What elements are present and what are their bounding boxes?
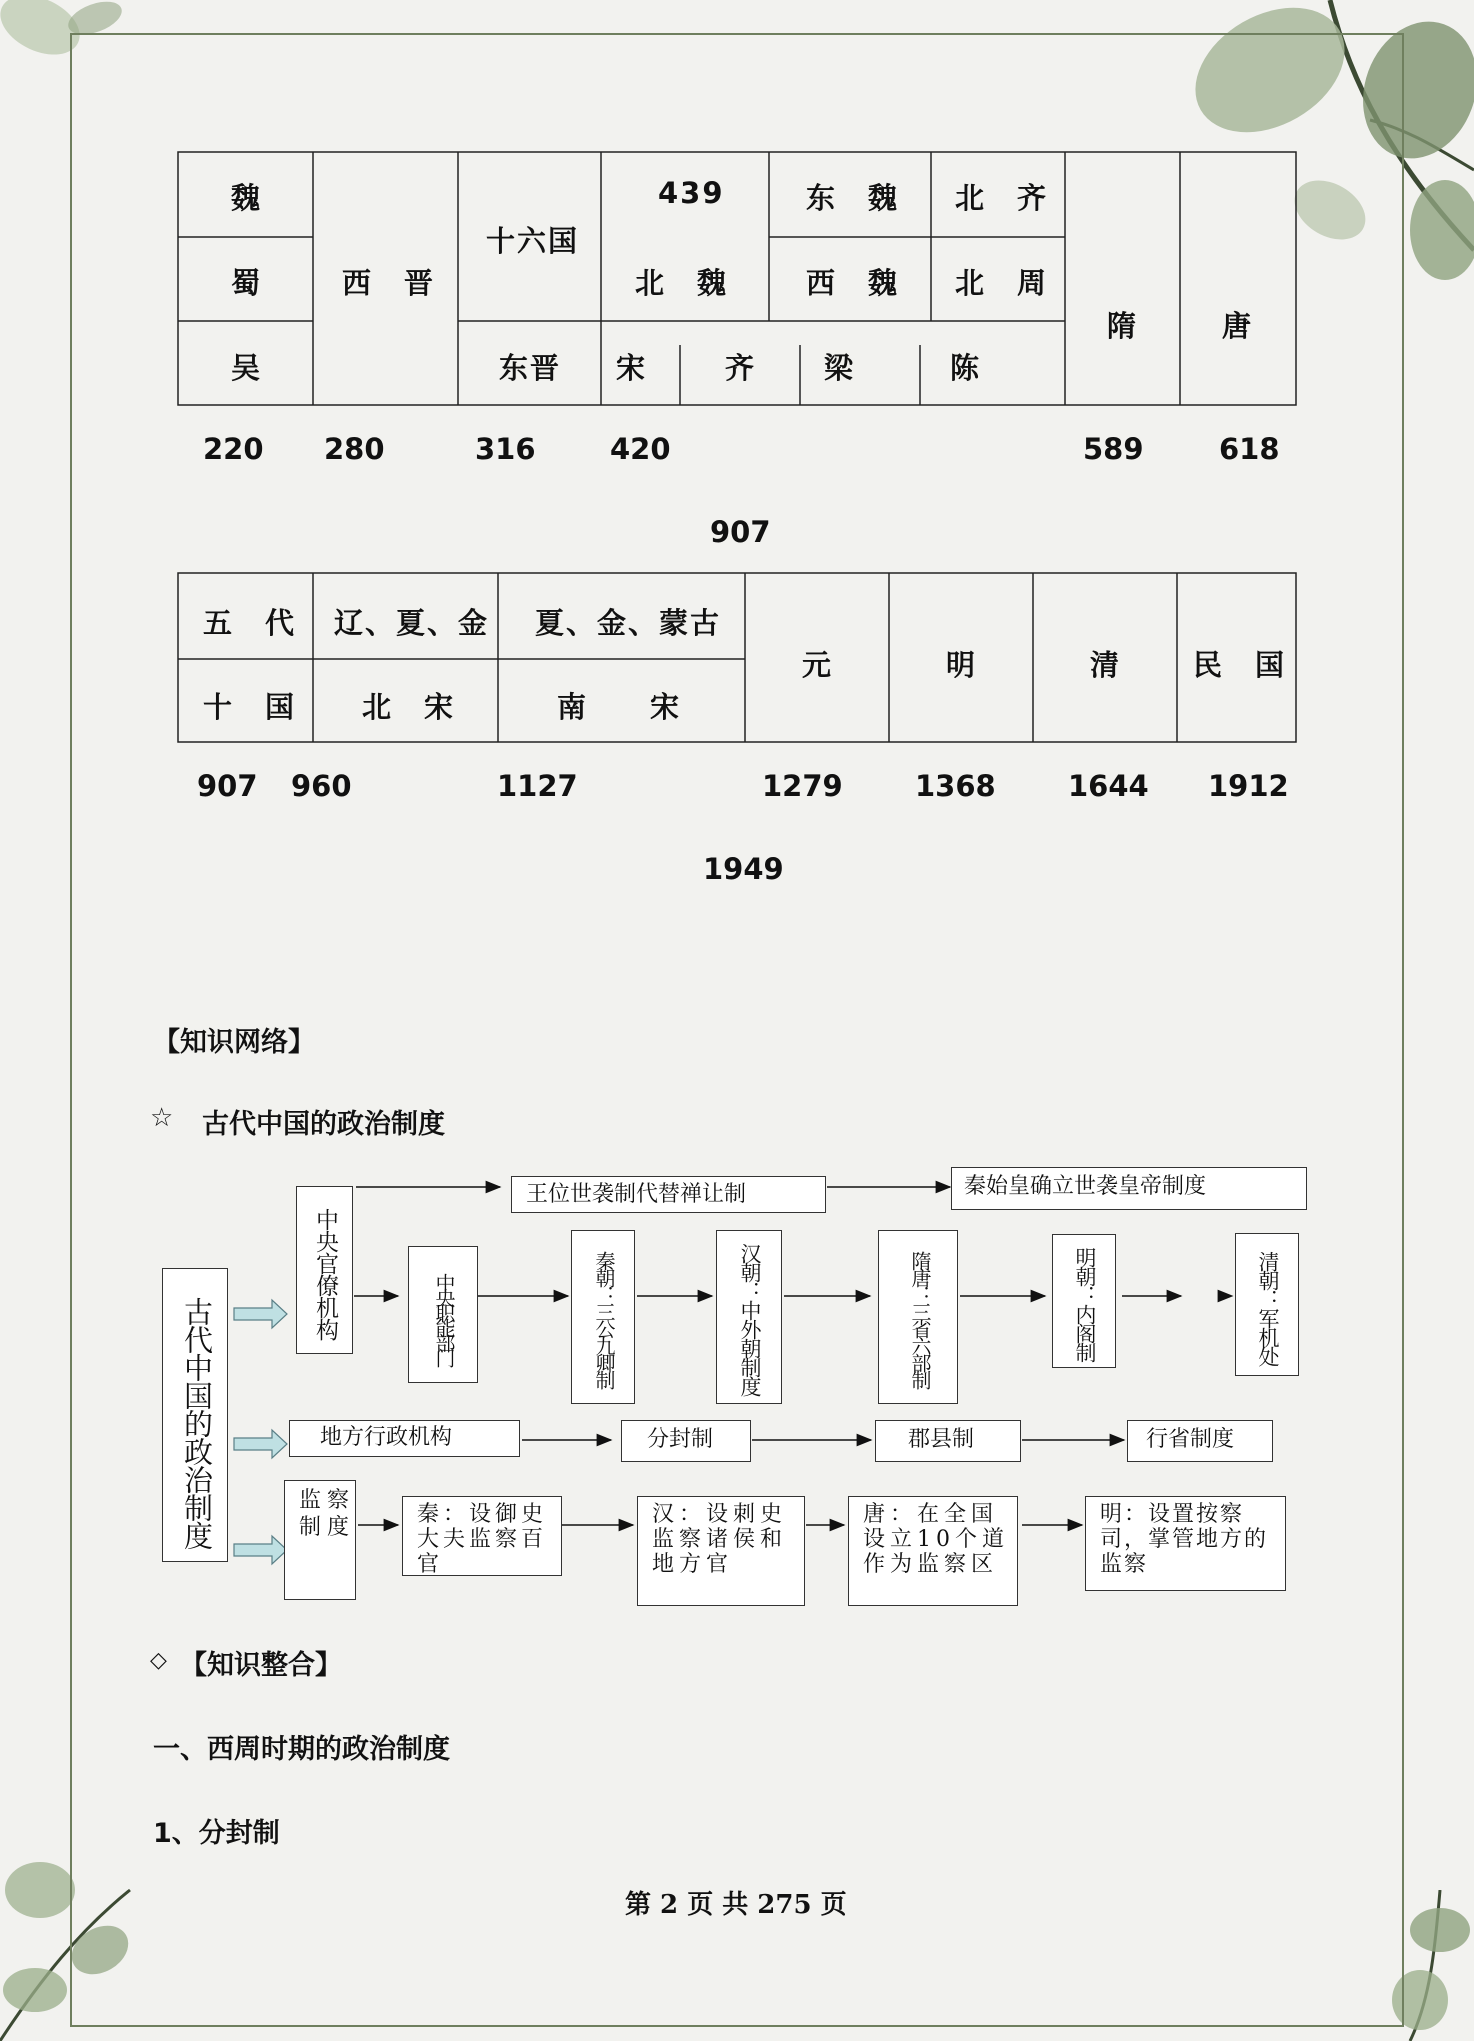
cell-beiwei: 北 魏 — [635, 266, 729, 300]
flow-supervision-box: 监察制度 — [284, 1480, 356, 1600]
flow-local-box: 地方行政机构 — [289, 1420, 520, 1457]
cell-sui: 隋 — [1107, 309, 1139, 343]
heading-western-zhou: 一、西周时期的政治制度 — [153, 1734, 450, 1765]
cell-439: 439 — [658, 176, 725, 210]
heading-knowledge-integration: 【知识整合】 — [180, 1650, 342, 1681]
year-label: 220 — [203, 432, 264, 466]
cell-shiguo: 十 国 — [203, 690, 297, 724]
flow-central-dept-box: 中央职能部门 — [408, 1246, 478, 1383]
flow-junxian-box: 郡县制 — [875, 1420, 1021, 1462]
cell-beisong: 北 宋 — [362, 690, 456, 724]
cell-xiwei: 西 魏 — [806, 266, 900, 300]
cell-tang: 唐 — [1222, 309, 1254, 343]
diamond-icon: ◇ — [150, 1648, 167, 1673]
cell-liaoxiajin: 辽、夏、金 — [334, 606, 490, 640]
year-label: 907 — [197, 769, 258, 803]
flow-ming-box: 明朝：内阁制 — [1052, 1234, 1116, 1368]
flow-root-box: 古代中国的政治制度 — [162, 1268, 228, 1562]
flow-suitang-box: 隋唐：三省六部制 — [878, 1230, 958, 1404]
cell-minguo: 民 国 — [1193, 648, 1287, 682]
cell-song: 宋 — [616, 351, 648, 385]
cell-xiajinmenggu: 夏、金、蒙古 — [535, 606, 722, 640]
cell-qi: 齐 — [725, 351, 757, 385]
flow-xingsheng-box: 行省制度 — [1127, 1420, 1273, 1462]
cell-nansong: 南 宋 — [557, 690, 682, 724]
cell-ming: 明 — [946, 648, 978, 682]
year-label: 1279 — [762, 769, 843, 803]
cell-yuan: 元 — [802, 648, 834, 682]
flow-qingchao-box: 清朝：军机处 — [1235, 1233, 1299, 1376]
year-label: 1127 — [497, 769, 578, 803]
flow-han-box: 汉朝：中外朝制度 — [716, 1230, 782, 1404]
cell-liang: 梁 — [824, 351, 856, 385]
flow-sup-ming-box: 明：设置按察司，掌管地方的监察 — [1085, 1496, 1286, 1591]
cell-shu: 蜀 — [231, 266, 263, 300]
year-label: 960 — [291, 769, 352, 803]
year-label: 420 — [610, 432, 671, 466]
cell-wudai: 五 代 — [203, 606, 297, 640]
year-label: 316 — [475, 432, 536, 466]
cell-beiqi: 北 齐 — [955, 181, 1049, 215]
cell-beizhou: 北 周 — [955, 266, 1049, 300]
cell-dongjin: 东晋 — [499, 351, 562, 385]
year-label: 618 — [1219, 432, 1280, 466]
page-number-footer: 第 2 页 共 275 页 — [625, 1890, 847, 1920]
year-label: 589 — [1083, 432, 1144, 466]
flow-qinshi-box: 秦始皇确立世袭皇帝制度 — [951, 1167, 1307, 1210]
flow-sup-qin-box: 秦：设御史大夫监察百官 — [402, 1496, 562, 1576]
flow-qin-box: 秦朝：三公九卿制 — [571, 1230, 635, 1404]
flow-central-box: 中央官僚机构 — [296, 1186, 353, 1354]
cell-xijin: 西 晋 — [342, 266, 436, 300]
year-label: 1368 — [915, 769, 996, 803]
heading-feudal: 1、分封制 — [153, 1818, 280, 1849]
star-icon: ☆ — [150, 1103, 174, 1133]
end-year-label: 1949 — [703, 852, 784, 886]
flow-fenfeng-box: 分封制 — [621, 1420, 751, 1462]
heading-knowledge-network: 【知识网络】 — [153, 1027, 315, 1058]
cell-wei: 魏 — [231, 181, 263, 215]
year-label: 1912 — [1208, 769, 1289, 803]
cell-shiliuguo: 十六国 — [486, 224, 580, 258]
cell-chen: 陈 — [950, 351, 982, 385]
flow-wangwei-box: 王位世袭制代替禅让制 — [511, 1176, 826, 1213]
cell-qing: 清 — [1090, 648, 1122, 682]
year-label: 280 — [324, 432, 385, 466]
flow-sup-tang-box: 唐：在全国设立10个道作为监察区 — [848, 1496, 1018, 1606]
year-label: 1644 — [1068, 769, 1149, 803]
cell-wu: 吴 — [231, 351, 263, 385]
heading-ancient-politics: 古代中国的政治制度 — [202, 1109, 445, 1140]
flow-sup-han-box: 汉：设刺史监察诸侯和地方官 — [637, 1496, 805, 1606]
end-year-label: 907 — [710, 515, 771, 549]
cell-dongwei: 东 魏 — [806, 181, 900, 215]
